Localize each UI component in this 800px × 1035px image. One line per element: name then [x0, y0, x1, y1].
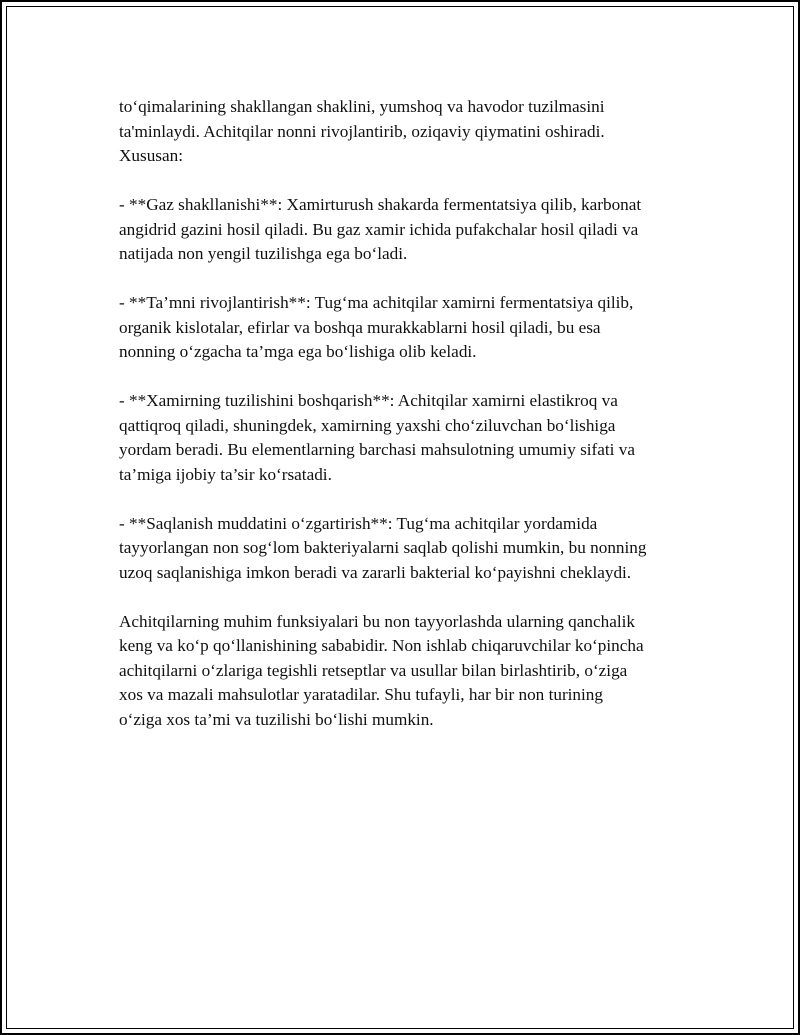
paragraph-gas-formation: - **Gaz shakllanishi**: Xamirturush shakarda fermentatsiya qilib, karbonat angidrid gazini hosil qiladi. Bu gaz xamir ichida pufakchalar hosil qiladi va natijada non yengil tuzilishga ega bo‘ladi.: [119, 195, 642, 263]
document-body: [119, 95, 699, 757]
paragraph-dough-structure: - **Xamirning tuzilishini boshqarish**: Achitqilar xamirni elastikroq va qattiqroq qiladi, shuningdek, xamirning yaxshi cho‘ziluvchan bo‘lishiga yordam beradi. Bu elementlarning barchasi mahsulotning umumiy sifati va ta’miga ijobiy ta’sir ko‘rsatadi.: [119, 391, 635, 484]
paragraph-shelf-life: - **Saqlanish muddatini o‘zgartirish**: Tug‘ma achitqilar yordamida tayyorlangan non sog‘lom bakteriyalarni saqlab qolishi mumkin, bu nonning uzoq saqlanishiga imkon beradi va zararli bakterial ko‘payishni cheklaydi.: [119, 513, 647, 582]
paragraph-flavor-development: - **Ta’mni rivojlantirish**: Tug‘ma achitqilar xamirni fermentatsiya qilib, organik kislotalar, efirlar va boshqa murakkablarni hosil qiladi, bu esa nonning o‘zgacha ta’mga ega bo‘lishiga olib keladi.: [119, 293, 634, 361]
paragraph-intro: to‘qimalarining shakllangan shaklini, yumshoq va havodor tuzilmasini ta'minlaydi. Achitqilar nonni rivojlantirib, oziqaviy qiymatini oshiradi. Xususan:: [119, 97, 605, 165]
paragraph-conclusion: Achitqilarning muhim funksiyalari bu non tayyorlashda ularning qanchalik keng va ko‘p qo‘llanishining sababidir. Non ishlab chiqaruvchilar ko‘pincha achitqilarni o‘zlariga tegishli retseptlar va usullar bilan birlashtirib, o‘ziga xos va mazali mahsulotlar yaratadilar. Shu tufayli, har bir non turining o‘ziga xos ta’mi va tuzilishi bo‘lishi mumkin.: [119, 611, 644, 729]
